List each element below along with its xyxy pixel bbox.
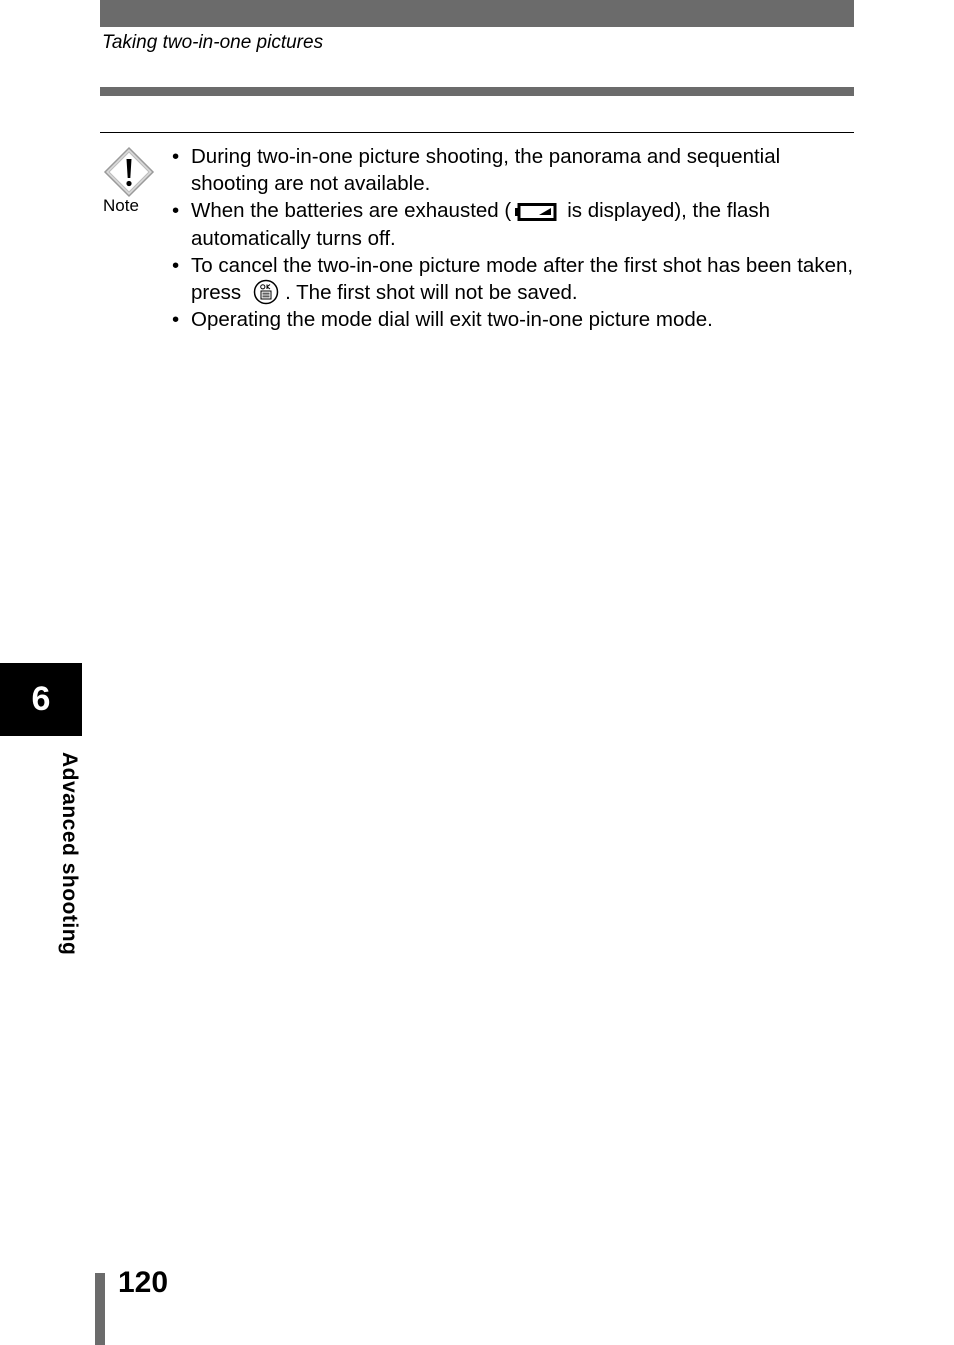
running-title: Taking two-in-one pictures [102, 32, 324, 53]
exclamation-diamond-icon [102, 145, 156, 199]
list-item [172, 197, 857, 251]
note-list [172, 143, 857, 333]
note-item-text: When the batteries are exhausted ( [191, 199, 512, 223]
page-number: 120 [118, 1266, 169, 1299]
note-label: Note [103, 196, 139, 215]
list-item [172, 143, 857, 197]
list-item [172, 306, 857, 333]
header-top-bar [100, 0, 854, 27]
note-item-text: . The first shot will not be saved. [285, 281, 578, 305]
section-divider-bar [100, 87, 854, 96]
note-item-text: During two-in-one picture shooting, the panorama and sequential shooting are not available. [191, 145, 781, 196]
chapter-title: Advanced shooting [58, 752, 81, 956]
chapter-number-tab: 6 [0, 663, 82, 736]
note-item-text: Operating the mode dial will exit two-in-one picture mode. [191, 308, 713, 332]
note-top-rule [100, 132, 854, 133]
list-item [172, 252, 857, 306]
ok-menu-button-icon [253, 279, 279, 305]
page-number-bar [95, 1273, 105, 1345]
note-item-text: is displayed), the flash automatically turns off. [191, 199, 771, 250]
note-item-text: To cancel the two-in-one picture mode after the first shot has been taken, press [191, 253, 854, 305]
battery-exhausted-icon [515, 203, 557, 221]
